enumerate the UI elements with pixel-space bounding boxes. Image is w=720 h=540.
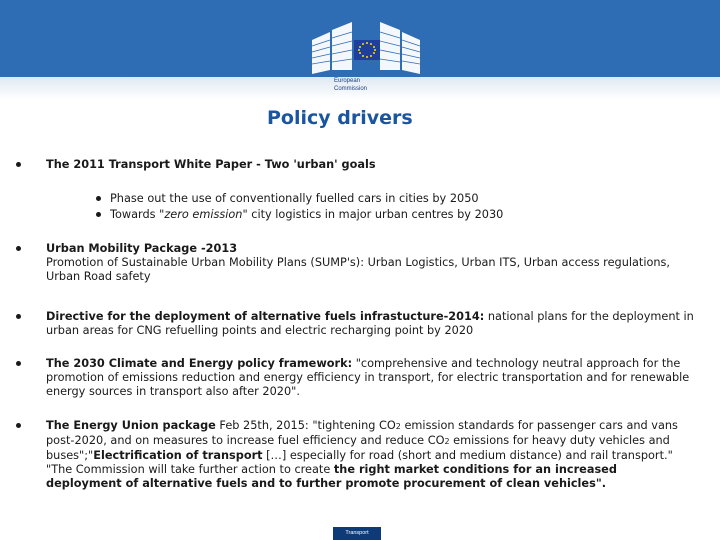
co2-subscript-2: 2 (444, 437, 450, 446)
energy-union-item (46, 419, 696, 491)
directive-item (46, 310, 696, 338)
energy-text-1: Feb 25th, 2015: "tightening CO (215, 419, 396, 432)
energy-title: The Energy Union package (46, 419, 216, 432)
mobility-text: Promotion of Sustainable Urban Mobility Plans (SUMP's): Urban Logistics, Urban ITS, Urban access regulations, Urban Road safety (46, 256, 671, 283)
directive-title: Directive for the deployment of alternative fuels infrastucture-2014: (46, 310, 485, 323)
goal-2-post: " city logistics in major urban centres by 2030 (242, 208, 504, 221)
bullet-icon (95, 211, 103, 219)
bullet-icon (15, 360, 23, 368)
white-paper-goal-2 (110, 208, 690, 222)
bullet-icon (15, 245, 23, 253)
directive-text: national plans for the deployment in urban areas for CNG refuelling points and electric recharging point by 2020 (46, 310, 694, 337)
bullet-icon (15, 422, 23, 430)
white-paper-goal-1: Phase out the use of conventionally fuelled cars in cities by 2050 (110, 192, 479, 205)
energy-text-3: emissions for heavy duty vehicles and buses";" (46, 434, 670, 462)
market-conditions-bold: the right market conditions for an increased deployment of alternative fuels and to further promote procurement of clean vehicles". (46, 463, 617, 490)
energy-text-4: […] especially for road (short and medium distance) and rail transport." "The Commission will take further action to create (46, 449, 673, 476)
footer-transport-badge: Transport (333, 527, 381, 540)
bullet-icon (95, 195, 103, 203)
climate-text: "comprehensive and technology neutral approach for the promotion of emissions reduction and energy efficiency in transport, for electric transportation and for renewable energy sources in transport also after 2020". (46, 357, 690, 398)
page-title: Policy drivers (267, 107, 413, 129)
energy-text-2: emission standards for passenger cars and vans post-2020, and on measures to increase fuel efficiency and reduce CO (46, 419, 678, 447)
electrification-bold: Electrification of transport (93, 449, 263, 462)
goal-2-pre: Towards " (110, 208, 165, 221)
bullet-icon (15, 161, 23, 169)
climate-item (46, 357, 696, 399)
logo-label (334, 77, 367, 93)
white-paper-title: The 2011 Transport White Paper - Two 'urban' goals (46, 158, 376, 171)
mobility-title: Urban Mobility Package -2013 (46, 242, 238, 255)
co2-subscript-1: 2 (395, 422, 401, 431)
bullet-icon (15, 313, 23, 321)
logo-line-1: European (334, 78, 361, 84)
climate-title: The 2030 Climate and Energy policy framework: (46, 357, 353, 370)
mobility-package (46, 242, 696, 284)
logo-line-2: Commission (334, 86, 368, 92)
goal-2-emphasis: zero emission (164, 208, 243, 221)
